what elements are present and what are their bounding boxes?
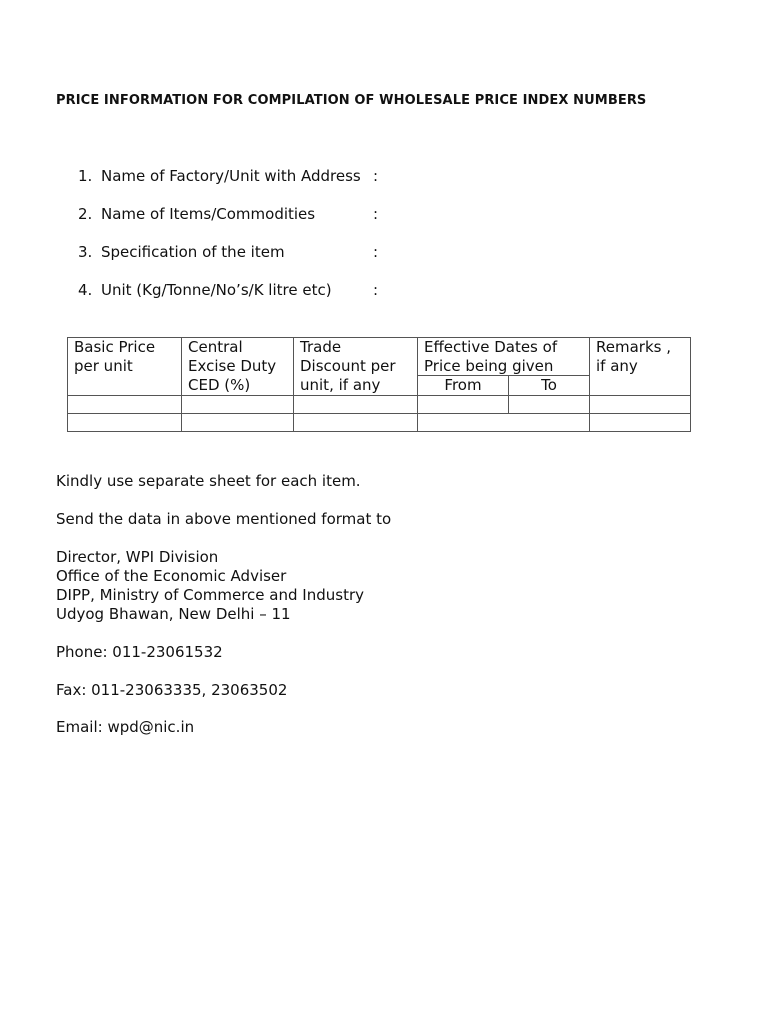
field-colon: : (373, 281, 379, 299)
field-factory-name (78, 166, 379, 204)
table-cell[interactable] (68, 396, 182, 414)
form-fields (78, 166, 379, 318)
field-number: 3. (78, 243, 93, 261)
header-to: To (508, 376, 589, 395)
table-cell[interactable] (294, 396, 418, 414)
field-unit (78, 280, 379, 318)
field-colon: : (373, 243, 379, 261)
header-trade-discount: Trade Discount per unit, if any (294, 338, 418, 396)
note-separate-sheet: Kindly use separate sheet for each item. (56, 472, 361, 490)
field-number: 2. (78, 205, 93, 223)
field-colon: : (373, 167, 379, 185)
table-cell[interactable] (418, 396, 590, 414)
field-specification (78, 242, 379, 280)
document-title: PRICE INFORMATION FOR COMPILATION OF WHOLESALE PRICE INDEX NUMBERS (56, 93, 647, 108)
table-cell[interactable] (418, 414, 590, 432)
field-label: Name of Items/Commodities (101, 205, 316, 223)
note-send-to: Send the data in above mentioned format to (56, 510, 392, 528)
table-header-row (68, 338, 691, 396)
price-table (67, 337, 691, 432)
contact-fax: Fax: 011-23063335, 23063502 (56, 681, 288, 699)
table-row (68, 414, 691, 432)
field-items-name (78, 204, 379, 242)
table-cell[interactable] (68, 414, 182, 432)
header-effective-dates: Effective Dates of Price being given From To (418, 338, 590, 396)
address-line: Udyog Bhawan, New Delhi – 11 (56, 605, 291, 623)
contact-phone: Phone: 011-23061532 (56, 643, 223, 661)
address-line: DIPP, Ministry of Commerce and Industry (56, 586, 364, 604)
table-cell[interactable] (182, 414, 294, 432)
header-excise-duty: Central Excise Duty CED (%) (182, 338, 294, 396)
field-number: 4. (78, 281, 93, 299)
table-cell[interactable] (590, 396, 691, 414)
address-block (56, 548, 364, 624)
contact-email: Email: wpd@nic.in (56, 718, 195, 736)
field-label: Unit (Kg/Tonne/No’s/K litre etc) (101, 281, 332, 299)
table-cell[interactable] (590, 414, 691, 432)
table-row (68, 396, 691, 414)
table-cell[interactable] (182, 396, 294, 414)
field-number: 1. (78, 167, 93, 185)
header-basic-price: Basic Price per unit (68, 338, 182, 396)
header-remarks: Remarks , if any (590, 338, 691, 396)
header-from: From (444, 376, 482, 394)
table-cell[interactable] (294, 414, 418, 432)
address-line: Director, WPI Division (56, 548, 219, 566)
field-colon: : (373, 205, 379, 223)
address-line: Office of the Economic Adviser (56, 567, 287, 585)
field-label: Name of Factory/Unit with Address (101, 167, 361, 185)
field-label: Specification of the item (101, 243, 285, 261)
